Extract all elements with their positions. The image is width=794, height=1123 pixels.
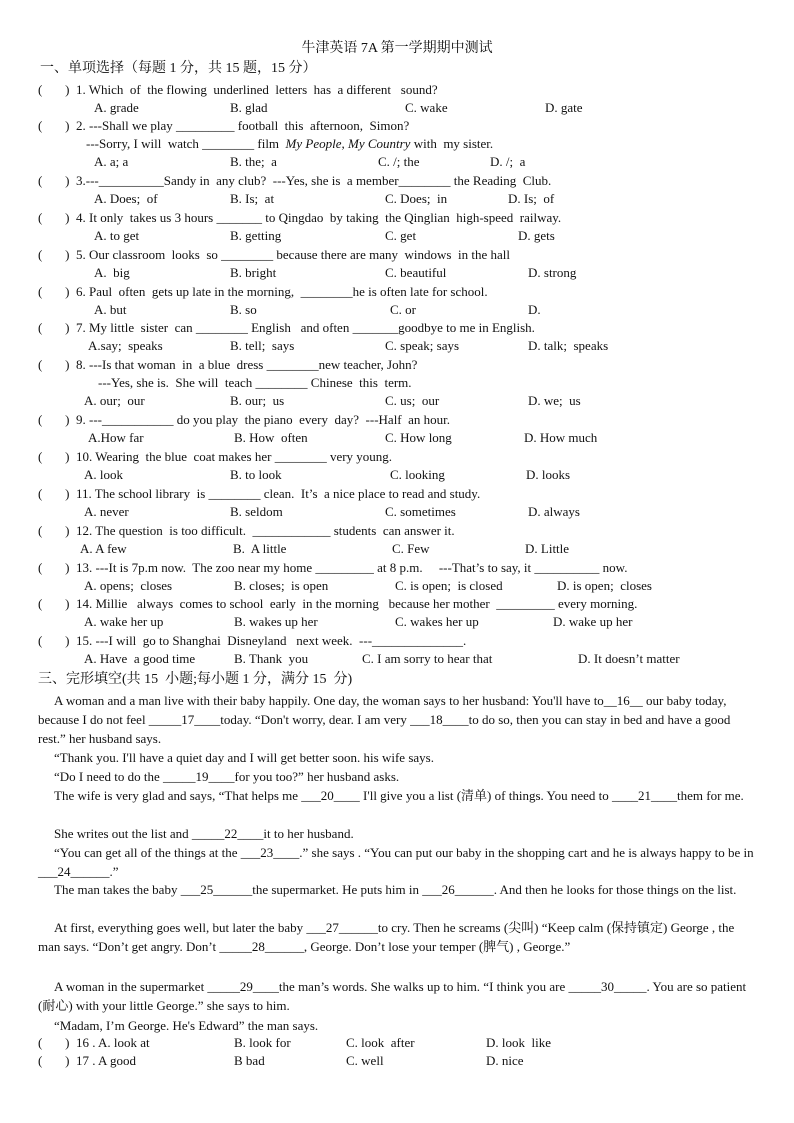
option-a: A. Does; of xyxy=(94,191,158,206)
question-text: 15. ---I will go to Shanghai Disneyland next week. ---______________. xyxy=(76,633,467,648)
option-a: A. look xyxy=(84,467,123,482)
answer-bracket: ( ) xyxy=(38,1053,70,1068)
answer-bracket: ( ) xyxy=(38,560,70,575)
film-title: My People, My Country xyxy=(285,136,411,151)
option-b: B. closes; is open xyxy=(234,578,329,593)
option-b: B. glad xyxy=(230,100,268,115)
question-text: 3.---__________Sandy in any club? ---Yes, she is a member________ the Reading Club. xyxy=(76,173,552,188)
question-text: 6. Paul often gets up late in the morning, ________he is often late for school. xyxy=(76,284,488,299)
option-a: A. wake her up xyxy=(84,614,164,629)
question-text: 9. ---___________ do you play the piano every day? ---Half an hour. xyxy=(76,412,451,427)
question-text: 4. It only takes us 3 hours _______ to Qingdao by taking the Qinglian high-speed railway. xyxy=(76,210,562,225)
cloze-question-text: 16 . A. look at xyxy=(76,1035,150,1050)
option-d: D. looks xyxy=(526,467,571,482)
option-c: C. /; the xyxy=(378,154,420,169)
question-text: 1. Which of the flowing underlined letters has a different sound? xyxy=(76,82,438,97)
option-c: C. How long xyxy=(385,430,452,445)
answer-bracket: ( ) xyxy=(38,357,70,372)
question-text: 12. The question is too difficult. ____________ students can answer it. xyxy=(76,523,455,538)
passage-paragraph: “You can get all of the things at the ___23____.” she says . “You can put our baby in the shopping cart and he is always happy to be in ___24______.” xyxy=(38,845,754,880)
question-text-line2: ---Yes, she is. She will teach ________ Chinese this term. xyxy=(98,375,412,390)
option-a: A. A few xyxy=(80,541,127,556)
answer-bracket: ( ) xyxy=(38,486,70,501)
option-c: C. is open; is closed xyxy=(395,578,503,593)
option-d: D. wake up her xyxy=(553,614,633,629)
answer-bracket: ( ) xyxy=(38,320,70,335)
answer-bracket: ( ) xyxy=(38,1035,70,1050)
answer-bracket: ( ) xyxy=(38,523,70,538)
option-d: D. look like xyxy=(486,1035,551,1050)
option-b: B. the; a xyxy=(230,154,277,169)
question-text: 2. ---Shall we play _________ football this afternoon, Simon? xyxy=(76,118,410,133)
option-b: B. getting xyxy=(230,228,282,243)
option-a: A. Have a good time xyxy=(84,651,196,666)
option-b: B. seldom xyxy=(230,504,283,519)
answer-bracket: ( ) xyxy=(38,173,70,188)
option-b: B. How often xyxy=(234,430,308,445)
option-a: A. opens; closes xyxy=(84,578,173,593)
section-heading-cloze: 三、完形填空(共 15 小题;每小题 1 分，满分 15 分) xyxy=(38,672,353,687)
question-text: 13. ---It is 7p.m now. The zoo near my home _________ at 8 p.m. ---That’s to say, it __________ now. xyxy=(76,560,628,575)
option-a: A.say; speaks xyxy=(88,338,163,353)
passage-paragraph: The wife is very glad and says, “That helps me ___20____ I'll give you a list (清单) of things. You need to ____21____them for me. xyxy=(54,788,744,803)
option-d: D. Little xyxy=(525,541,570,556)
answer-bracket: ( ) xyxy=(38,82,70,97)
answer-bracket: ( ) xyxy=(38,596,70,611)
option-b: B. look for xyxy=(234,1035,291,1050)
option-a: A. to get xyxy=(94,228,140,243)
cloze-question-text: 17 . A good xyxy=(76,1053,136,1068)
section-heading-single-choice: 一、单项选择（每题 1 分，共 15 题，15 分） xyxy=(40,61,317,76)
option-b: B. tell; says xyxy=(230,338,295,353)
option-c: C. Few xyxy=(392,541,430,556)
option-d: D. is open; closes xyxy=(557,578,652,593)
answer-bracket: ( ) xyxy=(38,284,70,299)
option-d: D. nice xyxy=(486,1053,524,1068)
page-title: 牛津英语 7A 第一学期期中测试 xyxy=(301,41,493,56)
option-d: D. /; a xyxy=(490,154,526,169)
passage-paragraph: “Madam, I’m George. He's Edward” the man says. xyxy=(54,1018,319,1033)
option-a: A. never xyxy=(84,504,129,519)
question-text-part: with my sister. xyxy=(410,136,494,151)
option-b: B. Thank you xyxy=(234,651,309,666)
option-c: C. get xyxy=(385,228,417,243)
option-b: B. Is; at xyxy=(230,191,275,206)
question-text: 7. My little sister can ________ English and often _______goodbye to me in English. xyxy=(76,320,535,335)
option-b: B. so xyxy=(230,302,257,317)
passage-paragraph: The man takes the baby ___25______the supermarket. He puts him in ___26______. And then he looks for those things on the list. xyxy=(54,882,737,897)
question-text-part: ---Sorry, I will watch ________ film xyxy=(86,136,286,151)
answer-bracket: ( ) xyxy=(38,247,70,262)
option-a: A. a; a xyxy=(94,154,129,169)
option-c: C. looking xyxy=(390,467,445,482)
option-b: B. to look xyxy=(230,467,282,482)
option-d: D. we; us xyxy=(528,393,581,408)
answer-bracket: ( ) xyxy=(38,412,70,427)
option-d: D. talk; speaks xyxy=(528,338,609,353)
option-b: B. A little xyxy=(233,541,287,556)
option-b: B. bright xyxy=(230,265,277,280)
option-a: A. grade xyxy=(94,100,139,115)
question-text: 14. Millie always comes to school early in the morning because her mother _________ every morning. xyxy=(76,596,638,611)
option-d: D. always xyxy=(528,504,580,519)
option-c: C. sometimes xyxy=(385,504,456,519)
option-d: D. gets xyxy=(518,228,555,243)
option-b: B. wakes up her xyxy=(234,614,318,629)
option-d: D. strong xyxy=(528,265,577,280)
passage-paragraph: “Do I need to do the _____19____for you too?” her husband asks. xyxy=(54,769,400,784)
option-b: B bad xyxy=(234,1053,265,1068)
option-d: D. xyxy=(528,302,541,317)
answer-bracket: ( ) xyxy=(38,449,70,464)
option-a: A. our; our xyxy=(84,393,145,408)
question-text-line2 xyxy=(86,136,493,152)
option-c: C. I am sorry to hear that xyxy=(362,651,493,666)
option-d: D. It doesn’t matter xyxy=(578,651,680,666)
option-c: C. or xyxy=(390,302,416,317)
passage-paragraph: At first, everything goes well, but later the baby ___27______to cry. Then he screams (尖叫) “Keep calm (保持镇定) George , the man says. “Don’t get angry. Don’t _____28______, George. Don’t lose your temper (脾气) , George.” xyxy=(38,920,735,955)
answer-bracket: ( ) xyxy=(38,210,70,225)
option-a: A. big xyxy=(94,265,130,280)
option-d: D. How much xyxy=(524,430,598,445)
passage-paragraph: She writes out the list and _____22____it to her husband. xyxy=(54,826,354,841)
option-a: A. but xyxy=(94,302,127,317)
question-text: 8. ---Is that woman in a blue dress ________new teacher, John? xyxy=(76,357,418,372)
question-text: 11. The school library is ________ clean. It’s a nice place to read and study. xyxy=(76,486,481,501)
option-b: B. our; us xyxy=(230,393,285,408)
option-c: C. well xyxy=(346,1053,384,1068)
option-c: C. us; our xyxy=(385,393,440,408)
option-a: A.How far xyxy=(88,430,144,445)
question-text: 10. Wearing the blue coat makes her ________ very young. xyxy=(76,449,393,464)
passage-paragraph: A woman in the supermarket _____29____the man’s words. She walks up to him. “I think you are _____30_____. You are so patient (耐心) with your little George.” she says to him. xyxy=(38,979,747,1014)
option-c: C. look after xyxy=(346,1035,415,1050)
option-c: C. speak; says xyxy=(385,338,460,353)
answer-bracket: ( ) xyxy=(38,118,70,133)
option-d: D. Is; of xyxy=(508,191,555,206)
passage-paragraph: A woman and a man live with their baby happily. One day, the woman says to her husband: You'll have to__16__ our baby today, because I do not feel _____17____today. “Don't worry, dear. I am very ___18____to do so, then you can stay in bed and have a good rest.” her husband says. xyxy=(38,693,731,747)
passage-paragraph: “Thank you. I'll have a quiet day and I will get better soon. his wife says. xyxy=(54,750,434,765)
answer-bracket: ( ) xyxy=(38,633,70,648)
option-c: C. Does; in xyxy=(385,191,448,206)
question-text: 5. Our classroom looks so ________ because there are many windows in the hall xyxy=(76,247,510,262)
option-d: D. gate xyxy=(545,100,583,115)
option-c: C. wakes her up xyxy=(395,614,479,629)
option-c: C. wake xyxy=(405,100,448,115)
option-c: C. beautiful xyxy=(385,265,447,280)
